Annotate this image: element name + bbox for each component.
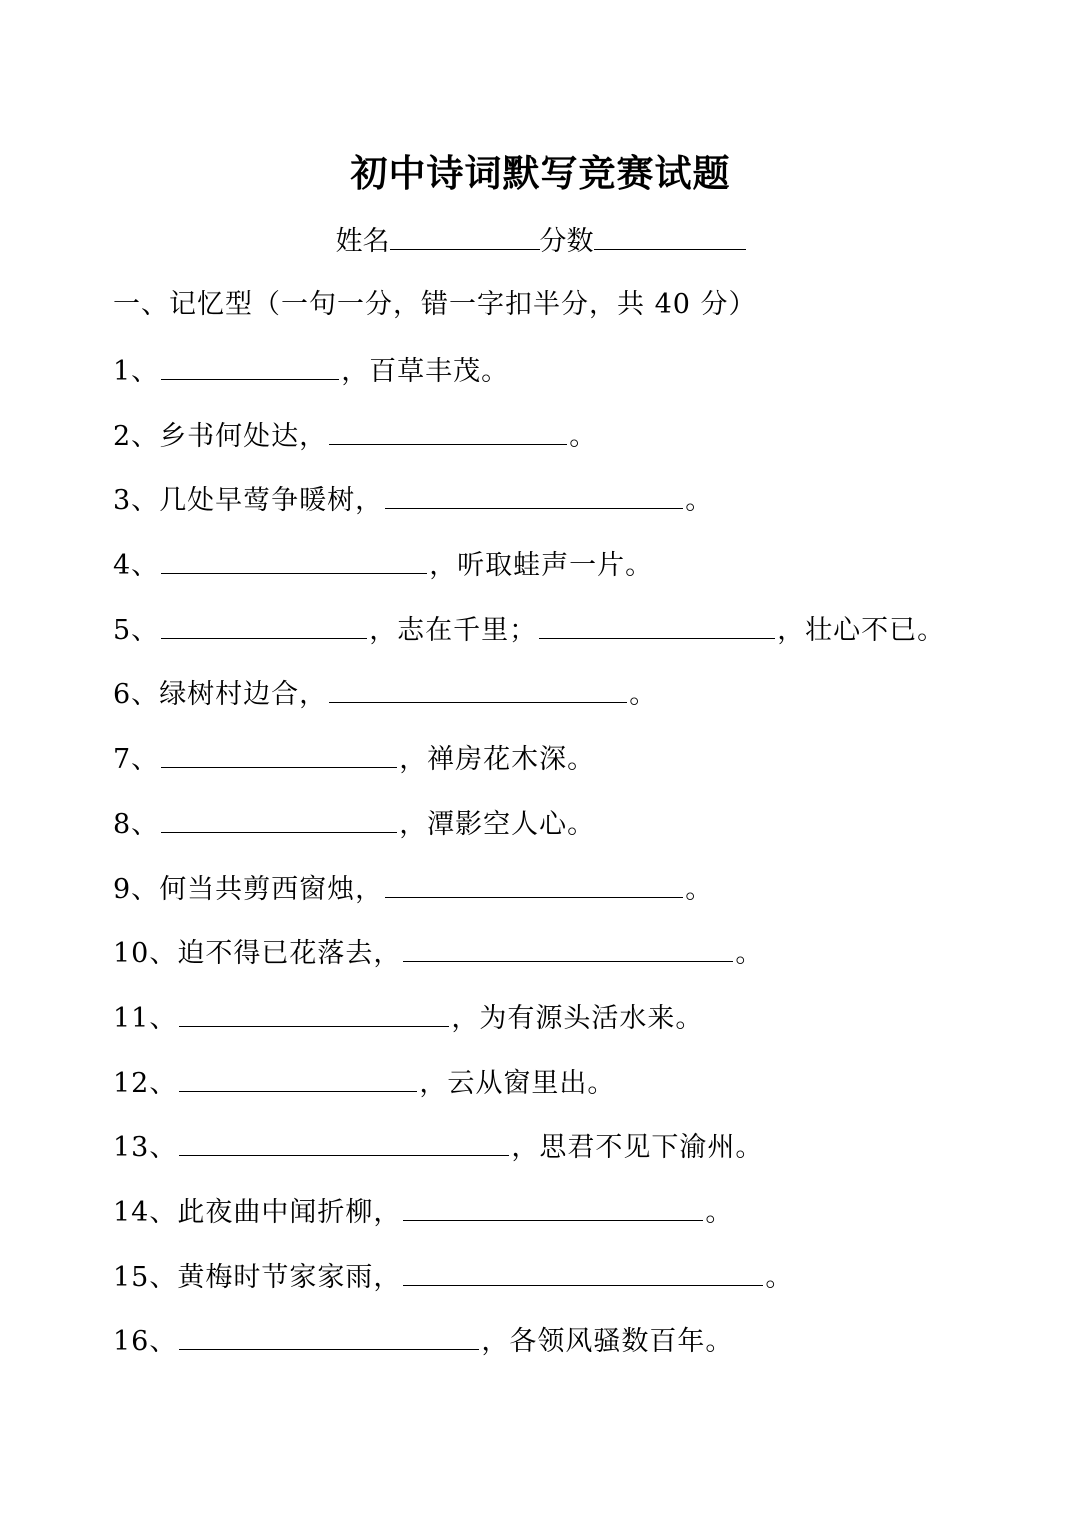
question-number: 7、 [113, 744, 160, 776]
answer-blank[interactable] [385, 863, 683, 898]
question-number: 16、 [113, 1326, 178, 1358]
question-6 [113, 668, 945, 733]
answer-blank[interactable] [161, 539, 427, 574]
question-8 [113, 798, 945, 863]
question-number: 14、 [113, 1196, 178, 1228]
question-text-after: 。 [685, 485, 714, 517]
question-text-before: 此夜曲中闻折柳， [177, 1196, 402, 1228]
name-blank[interactable] [390, 215, 540, 250]
question-text-after: ，百草丰茂。 [341, 356, 510, 387]
question-7 [113, 733, 945, 798]
question-10 [113, 927, 945, 992]
question-text-after: ，思君不见下渝州。 [511, 1132, 764, 1164]
question-2 [113, 410, 945, 475]
question-text-after: 。 [569, 420, 598, 452]
question-text-before: 迫不得已花落去， [177, 938, 402, 970]
question-1 [113, 345, 945, 410]
question-text-after: 。 [705, 1196, 734, 1228]
answer-blank[interactable] [403, 1251, 763, 1286]
question-3 [113, 474, 945, 539]
question-text-before: 乡书何处达， [159, 420, 328, 452]
question-9 [113, 863, 945, 928]
answer-blank[interactable] [179, 992, 449, 1027]
answer-blank[interactable] [161, 604, 367, 639]
question-text-before: 何当共剪西窗烛， [159, 873, 384, 905]
answer-blank[interactable] [161, 345, 339, 380]
question-5 [113, 604, 945, 669]
question-text-before: 绿树村边合， [159, 679, 328, 711]
question-text-after: 。 [629, 679, 658, 711]
question-text-before: 黄梅时节家家雨， [177, 1261, 402, 1293]
question-11 [113, 992, 945, 1057]
section-heading: 一、记忆型（一句一分，错一字扣半分，共 40 分） [113, 289, 757, 320]
question-number: 9、 [113, 873, 160, 905]
question-16 [113, 1315, 945, 1380]
answer-blank[interactable] [385, 474, 683, 509]
question-number: 1、 [113, 356, 160, 387]
question-number: 3、 [113, 485, 160, 517]
question-text-after: ，壮心不已。 [777, 614, 946, 646]
answer-blank[interactable] [179, 1057, 417, 1092]
page-title: 初中诗词默写竞赛试题 [350, 151, 731, 195]
answer-blank[interactable] [329, 668, 627, 703]
question-text-middle: ，志在千里； [369, 614, 538, 646]
question-14 [113, 1186, 945, 1251]
name-score-line [0, 215, 1081, 267]
score-blank[interactable] [594, 215, 746, 250]
question-13 [113, 1121, 945, 1186]
question-number: 2、 [113, 420, 160, 452]
question-text-after: 。 [685, 873, 714, 905]
question-text-after: ，听取蛙声一片。 [429, 550, 654, 582]
question-4 [113, 539, 945, 604]
score-label: 分数 [539, 226, 594, 257]
question-number: 8、 [113, 808, 160, 840]
answer-blank[interactable] [403, 1186, 703, 1221]
question-number: 12、 [113, 1067, 178, 1099]
answer-blank[interactable] [179, 1315, 479, 1350]
question-15 [113, 1251, 945, 1316]
question-text-after: ，为有源头活水来。 [451, 1002, 704, 1034]
question-number: 15、 [113, 1261, 178, 1293]
question-12 [113, 1057, 945, 1122]
question-text-after: ，禅房花木深。 [399, 744, 596, 776]
question-text-after: ，潭影空人心。 [399, 808, 596, 840]
question-text-after: ，云从窗里出。 [419, 1067, 616, 1099]
question-number: 5、 [113, 614, 160, 646]
name-label: 姓名 [335, 226, 390, 257]
answer-blank[interactable] [161, 798, 397, 833]
question-number: 11、 [113, 1002, 178, 1034]
question-list [113, 345, 945, 1380]
question-text-after: ，各领风骚数百年。 [481, 1326, 734, 1358]
answer-blank[interactable] [403, 927, 733, 962]
question-number: 6、 [113, 679, 160, 711]
answer-blank[interactable] [329, 410, 567, 445]
question-number: 13、 [113, 1132, 178, 1164]
question-text-after: 。 [765, 1261, 794, 1293]
answer-blank[interactable] [179, 1121, 509, 1156]
question-text-before: 几处早莺争暖树， [159, 485, 384, 517]
answer-blank[interactable] [161, 733, 397, 768]
question-number: 4、 [113, 550, 160, 582]
question-number: 10、 [113, 938, 178, 970]
answer-blank[interactable] [539, 604, 775, 639]
question-text-after: 。 [735, 938, 764, 970]
